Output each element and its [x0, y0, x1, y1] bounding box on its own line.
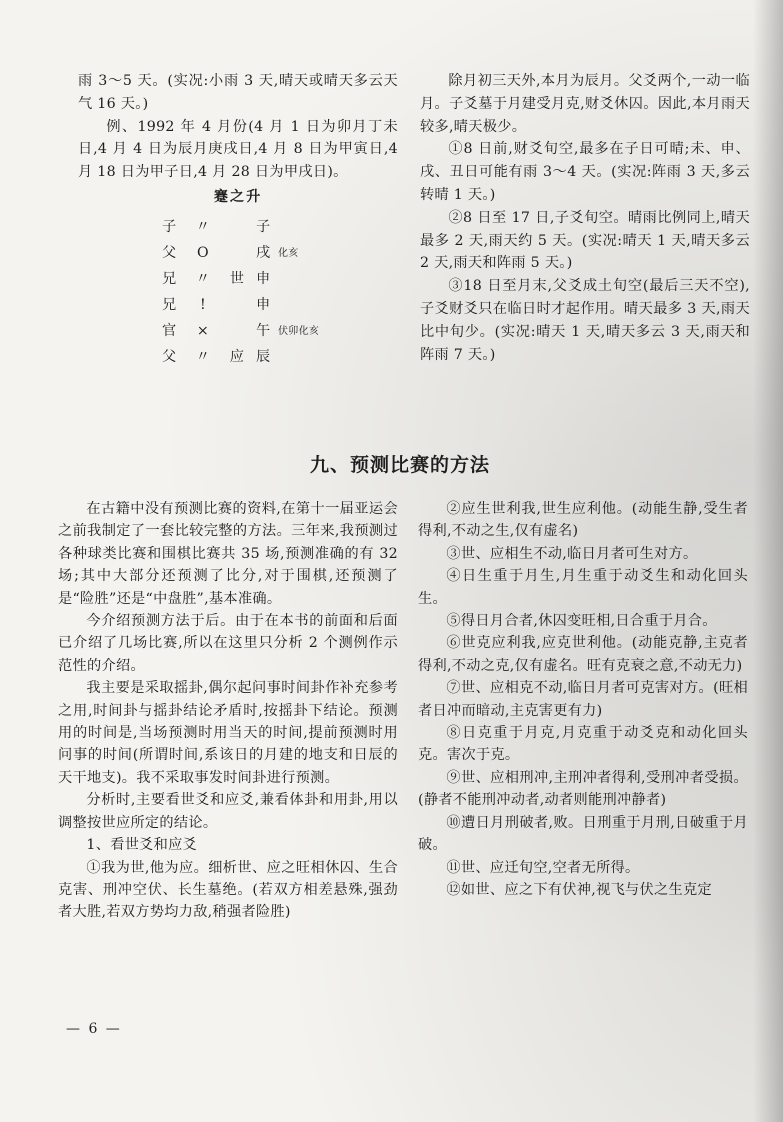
line-mark: 〃 [195, 349, 211, 366]
page-number: — 6 — [66, 1021, 122, 1037]
page-edge-shadow [753, 0, 783, 1122]
hexagram-table [162, 215, 398, 371]
hexagram-line [162, 267, 398, 293]
line-branch: 辰 [256, 349, 271, 366]
subheading: 1、看世爻和应爻 [86, 837, 198, 854]
line-branch: 戌 [256, 245, 271, 262]
rule-item: ④日生重于月生,月生重于动爻生和动化回头生。 [418, 568, 748, 607]
hexagram-line [162, 293, 398, 319]
section-heading: 九、预测比赛的方法 [310, 454, 491, 476]
line-note: 化亥 [278, 248, 299, 260]
rule-item: ⑫如世、应之下有伏神,视飞与伏之生克定 [446, 881, 712, 898]
line-position: 世 [229, 271, 245, 288]
line-mark: O [197, 245, 209, 262]
paragraph: ①我为世,他为应。细析世、应之旺相休囚、生合克害、刑冲空伏、长生墓绝。(若双方相差悬殊,强劲者大胜,若双方势均力敌,稍强者险胜) [58, 859, 398, 921]
paragraph: 我主要是采取摇卦,偶尔起问事时间卦作补充参考之用,时间卦与摇卦结论矛盾时,按摇卦下结论。预测用的时间是,当场预测时用当天的时间,提前预测时用问事的时间(所谓时间,系该日的月建的地支和日辰的天干地支)。我不采取事发时间卦进行预测。 [58, 680, 398, 786]
hexagram-line [162, 345, 398, 371]
line-relation: 子 [162, 219, 177, 236]
hexagram-line [162, 319, 398, 345]
paragraph: ③18 日至月末,父爻成土旬空(最后三天不空),子爻财爻只在临日时才起作用。晴天最多 3 天,雨天比中旬少。(实况:晴天 1 天,晴天多云 3 天,雨天和阵雨 7 天。) [420, 278, 750, 363]
paragraph: 今介绍预测方法于后。由于在本书的前面和后面已介绍了几场比赛,所以在这里只分析 2 个测例作示范性的介绍。 [58, 613, 398, 674]
rule-item: ⑦世、应相克不动,临日月者可克害对方。(旺相者日冲而暗动,主克害更有力) [418, 680, 748, 719]
paragraph: 除月初三天外,本月为辰月。父爻两个,一动一临月。子爻墓于月建受月克,财爻休囚。因此,本月雨天较多,晴天极少。 [420, 73, 750, 135]
right-column-top [420, 70, 750, 366]
rule-item: ⑪世、应迁旬空,空者无所得。 [446, 859, 640, 876]
left-column-top [78, 70, 398, 371]
line-relation: 父 [162, 349, 177, 366]
rule-item: ⑤得日月合者,休囚变旺相,日合重于月合。 [446, 613, 717, 630]
hexagram-line [162, 215, 398, 241]
rule-item: ⑩遭日月刑破者,败。日刑重于月刑,日破重于月破。 [418, 814, 748, 854]
line-mark: × [196, 323, 210, 340]
rule-item: ③世、应相生不动,临日月者可生对方。 [446, 545, 698, 562]
paragraph: ①8 日前,财爻旬空,最多在子日可晴;未、申、戌、丑日可能有雨 3～4 天。(实况:阵雨 3 天,多云转晴 1 天。) [420, 141, 750, 203]
right-column-bottom [418, 498, 748, 901]
rule-item: ⑧日克重于月克,月克重于动爻克和动化回头克。害次于克。 [418, 725, 748, 764]
line-branch: 申 [256, 297, 271, 314]
paragraph: 分析时,主要看世爻和应爻,兼看体卦和用卦,用以调整按世应所定的结论。 [58, 792, 398, 831]
line-mark: 〃 [195, 219, 211, 236]
line-mark: ! [199, 297, 206, 314]
line-branch: 子 [256, 219, 271, 236]
line-relation: 兄 [162, 271, 177, 288]
line-relation: 父 [162, 245, 177, 262]
left-column-bottom [58, 498, 398, 924]
line-relation: 兄 [162, 297, 177, 314]
line-branch: 申 [256, 271, 271, 288]
line-note: 伏卯化亥 [278, 326, 320, 338]
rule-item: ②应生世利我,世生应利他。(动能生静,受生者得利,不动之生,仅有虚名) [418, 501, 748, 540]
paragraph: ②8 日至 17 日,子爻旬空。晴雨比例同上,晴天最多 2 天,雨天约 5 天。(实况:晴天 1 天,晴天多云 2 天,雨天和阵雨 5 天。) [420, 209, 750, 272]
hexagram-title: 蹇之升 [213, 188, 263, 205]
line-mark: 〃 [195, 271, 211, 288]
rule-item: ⑥世克应利我,应克世利他。(动能克静,主克者得利,不动之克,仅有虚名。旺有克衰之意,不动无力) [418, 635, 748, 674]
hexagram-line [162, 241, 398, 267]
line-relation: 官 [162, 323, 177, 340]
paragraph: 雨 3～5 天。(实况:小雨 3 天,晴天或晴天多云天气 16 天。) [78, 73, 398, 112]
rule-item: ⑨世、应相刑冲,主刑冲者得利,受刑冲者受损。(静者不能刑冲动者,动者则能刑冲静者) [418, 769, 748, 809]
paragraph: 在古籍中没有预测比赛的资料,在第十一届亚运会之前我制定了一套比较完整的方法。三年来,我预测过各种球类比赛和围棋比赛共 35 场,预测准确的有 32 场;其中大部分还预测了比分,对于围棋,还预测了是“险胜”还是“中盘胜”,基本准确。 [58, 501, 398, 607]
line-position: 应 [229, 349, 245, 366]
paragraph: 例、1992 年 4 月份(4 月 1 日为卯月丁未日,4 月 4 日为辰月庚戌日,4 月 8 日为甲寅日,4 月 18 日为甲子日,4 月 28 日为甲戌日)。 [78, 118, 398, 181]
line-branch: 午 [256, 323, 271, 340]
